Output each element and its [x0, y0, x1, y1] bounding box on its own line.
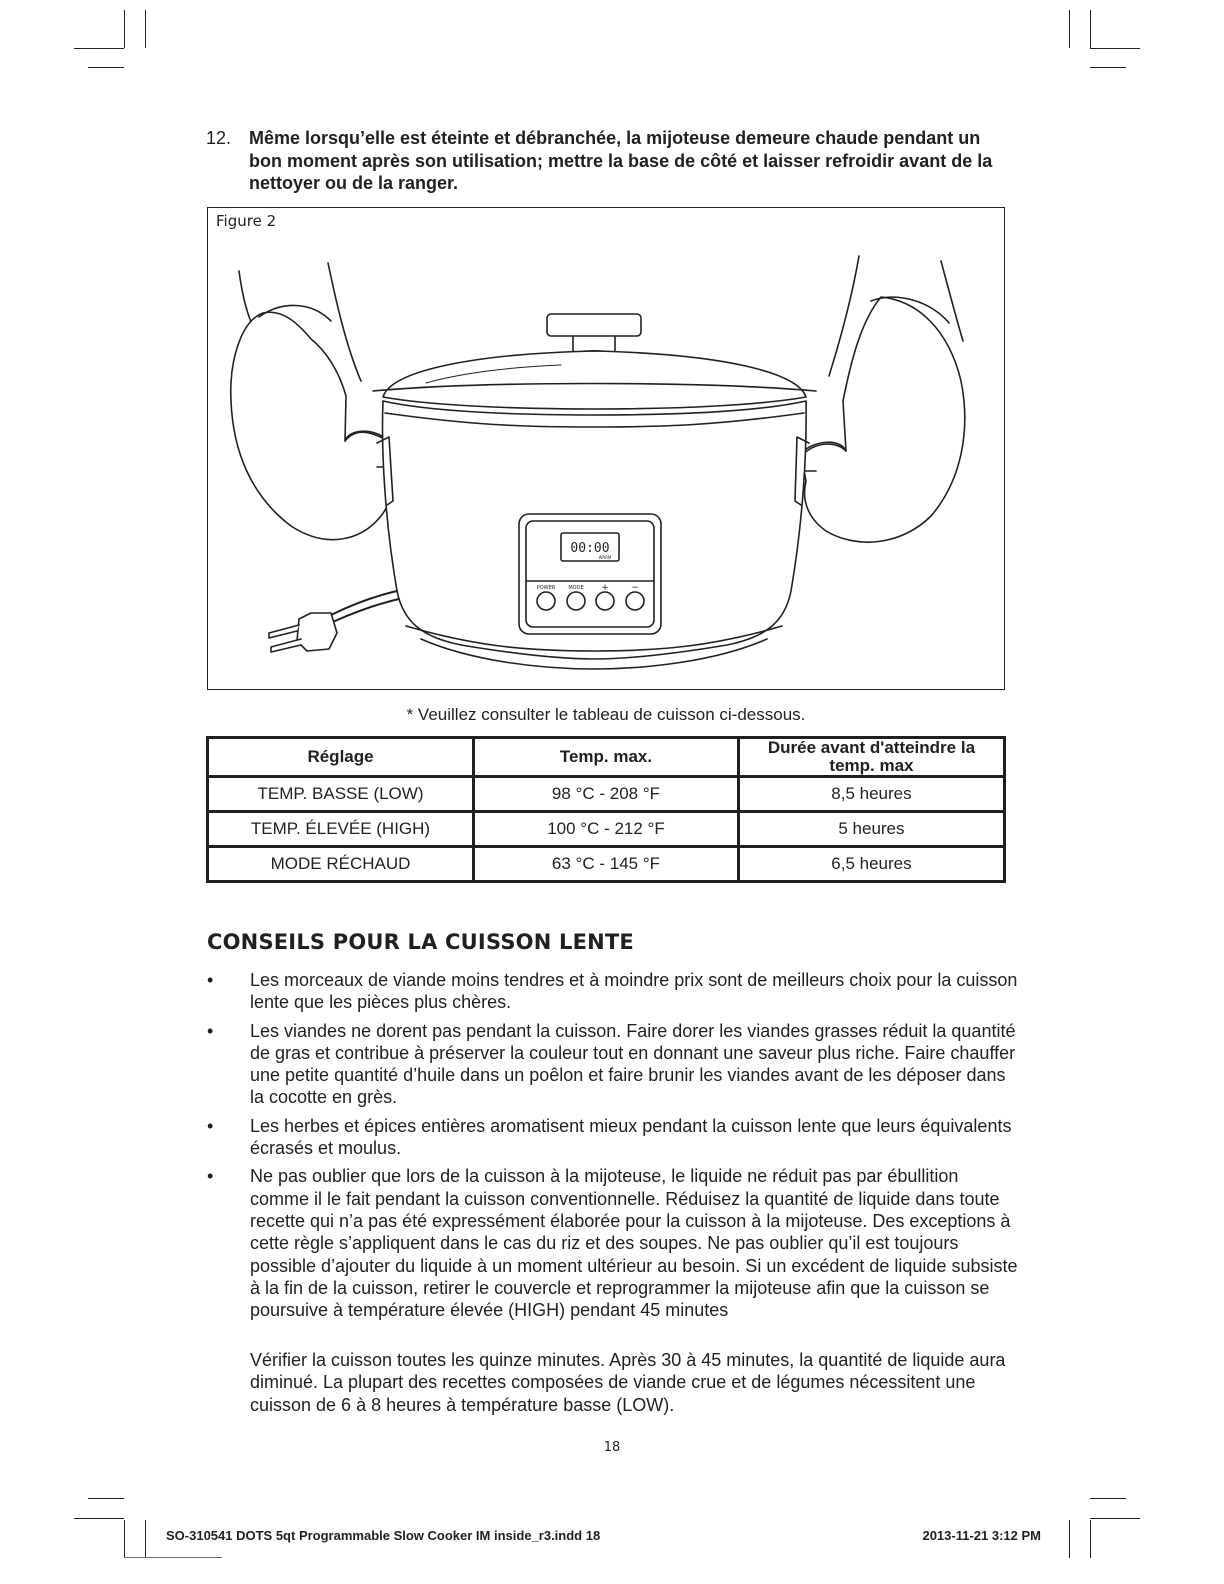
- list-item: [207, 969, 1022, 1014]
- figure-label: Figure 2: [216, 212, 277, 230]
- crop-mark: [145, 1520, 146, 1558]
- lcd-time: 00:00: [570, 541, 610, 556]
- tip-text: Les viandes ne dorent pas pendant la cuisson. Faire dorer les viandes grasses réduit la quantité de gras et contribue à préserver la couleur tout en donnant une saveur plus riche. Faire chauffer une petite quantité d’huile dans un poêlon et faire brunir les viandes avant de les déposer dans la cocotte en grès.: [250, 1020, 1016, 1108]
- crop-mark: [124, 1520, 125, 1558]
- table-cell: TEMP. BASSE (LOW): [208, 777, 474, 812]
- table-cell: 6,5 heures: [738, 847, 1004, 882]
- crop-mark: [88, 1498, 124, 1499]
- crop-mark: [124, 10, 125, 48]
- right-arm-outline: [941, 261, 963, 341]
- table-header-row: [208, 738, 1005, 777]
- mode-button-label: MODE: [568, 585, 584, 591]
- lid-knob: [547, 314, 641, 336]
- crop-mark: [145, 10, 146, 48]
- page-number: 18: [603, 1440, 621, 1455]
- step-number: 12.: [206, 128, 232, 148]
- table-cell: 63 °C - 145 °F: [474, 847, 739, 882]
- plug-prong: [271, 639, 301, 652]
- table-cell: 98 °C - 208 °F: [474, 777, 739, 812]
- power-plug: [297, 613, 337, 651]
- table-header: Réglage: [208, 738, 474, 777]
- right-oven-mitt: [801, 297, 965, 542]
- crop-mark: [1090, 1520, 1091, 1558]
- list-item: [207, 1020, 1022, 1109]
- tips-list: [207, 969, 1022, 1327]
- glass-lid: [383, 351, 806, 409]
- tip-text: Les morceaux de viande moins tendres et à moindre prix sont de meilleurs choix pour la cuisson lente que les pièces plus chères.: [250, 970, 1018, 1013]
- crop-mark: [1090, 48, 1140, 49]
- table-cell: MODE RÉCHAUD: [208, 847, 474, 882]
- crop-mark: [1069, 10, 1070, 48]
- plus-button-label: +: [601, 583, 609, 593]
- crop-mark: [1090, 10, 1091, 48]
- tip-extra-paragraph: Vérifier la cuisson toutes les quinze minutes. Après 30 à 45 minutes, la quantité de liquide aura diminué. La plupart des recettes composées de viande crue et de légumes nécessitent une cuisson de 6 à 8 heures à température basse (LOW).: [250, 1350, 1006, 1415]
- figure-2: [207, 207, 1005, 690]
- section-title: CONSEILS POUR LA CUISSON LENTE: [207, 930, 634, 954]
- crop-mark: [88, 67, 124, 68]
- table-row: [208, 847, 1005, 882]
- list-item: [207, 1165, 1022, 1321]
- bullet: •: [207, 1166, 214, 1187]
- tip-text: Ne pas oublier que lors de la cuisson à la mijoteuse, le liquide ne réduit pas par ébullition comme il le fait pendant la cuisson conventionnelle. Réduisez la quantité de liquide dans toute recette qui n’a pas été expressément élaborée pour la cuisson à la mijoteuse. Des exceptions à cette règle s’appliquent dans le cas du riz et des soupes. Ne pas oublier qu’il est toujours possible d’ajouter du liquide à un moment ultérieur au besoin. Si un excédent de liquide subsiste à la fin de la cuisson, retirer le couvercle et reprogrammer la mijoteuse afin que la cuisson se poursuive à température élevée (HIGH) pendant 45 minutes: [250, 1166, 1018, 1321]
- bullet: •: [207, 1020, 214, 1041]
- minus-button-label: −: [631, 583, 639, 593]
- table-cell: TEMP. ÉLEVÉE (HIGH): [208, 812, 474, 847]
- table-header: Durée avant d'atteindre la temp. max: [738, 738, 1004, 777]
- crop-mark: [74, 48, 124, 49]
- table-row: [208, 777, 1005, 812]
- table-cell: 5 heures: [738, 812, 1004, 847]
- slow-cooker-illustration: [208, 208, 1004, 689]
- power-button-label: POWER: [536, 585, 556, 591]
- table-header: Temp. max.: [474, 738, 739, 777]
- list-item: [207, 1115, 1022, 1160]
- crop-mark: [1069, 1520, 1070, 1558]
- lcd-warm: WARM: [598, 555, 612, 560]
- table-note: * Veuillez consulter le tableau de cuisson ci-dessous.: [406, 705, 806, 724]
- bullet: •: [207, 1115, 214, 1136]
- crop-mark: [1090, 1518, 1140, 1519]
- plug-prong: [269, 625, 299, 638]
- control-panel: [519, 514, 661, 634]
- slug-rule: [124, 1557, 222, 1558]
- table-cell: 8,5 heures: [738, 777, 1004, 812]
- slug-timestamp: 2013-11-21 3:12 PM: [922, 1528, 1041, 1543]
- tip-text: Les herbes et épices entières aromatisent mieux pendant la cuisson lente que leurs équivalents écrasés et moulus.: [250, 1115, 1012, 1159]
- crop-mark: [1090, 67, 1126, 68]
- cooking-table: [206, 736, 1006, 883]
- slug-filename: SO-310541 DOTS 5qt Programmable Slow Cooker IM inside_r3.indd 18: [166, 1528, 601, 1543]
- table-row: [208, 812, 1005, 847]
- bullet: •: [207, 970, 214, 990]
- crop-mark: [74, 1518, 124, 1519]
- step-12: [206, 127, 1016, 195]
- power-cord: [335, 599, 399, 621]
- crop-mark: [1090, 1498, 1126, 1499]
- step-text: Même lorsqu’elle est éteinte et débranchée, la mijoteuse demeure chaude pendant un bon moment après son utilisation; mettre la base de côté et laisser refroidir avant de la nettoyer ou de la ranger.: [249, 128, 993, 193]
- table-cell: 100 °C - 212 °F: [474, 812, 739, 847]
- left-oven-mitt: [231, 312, 391, 539]
